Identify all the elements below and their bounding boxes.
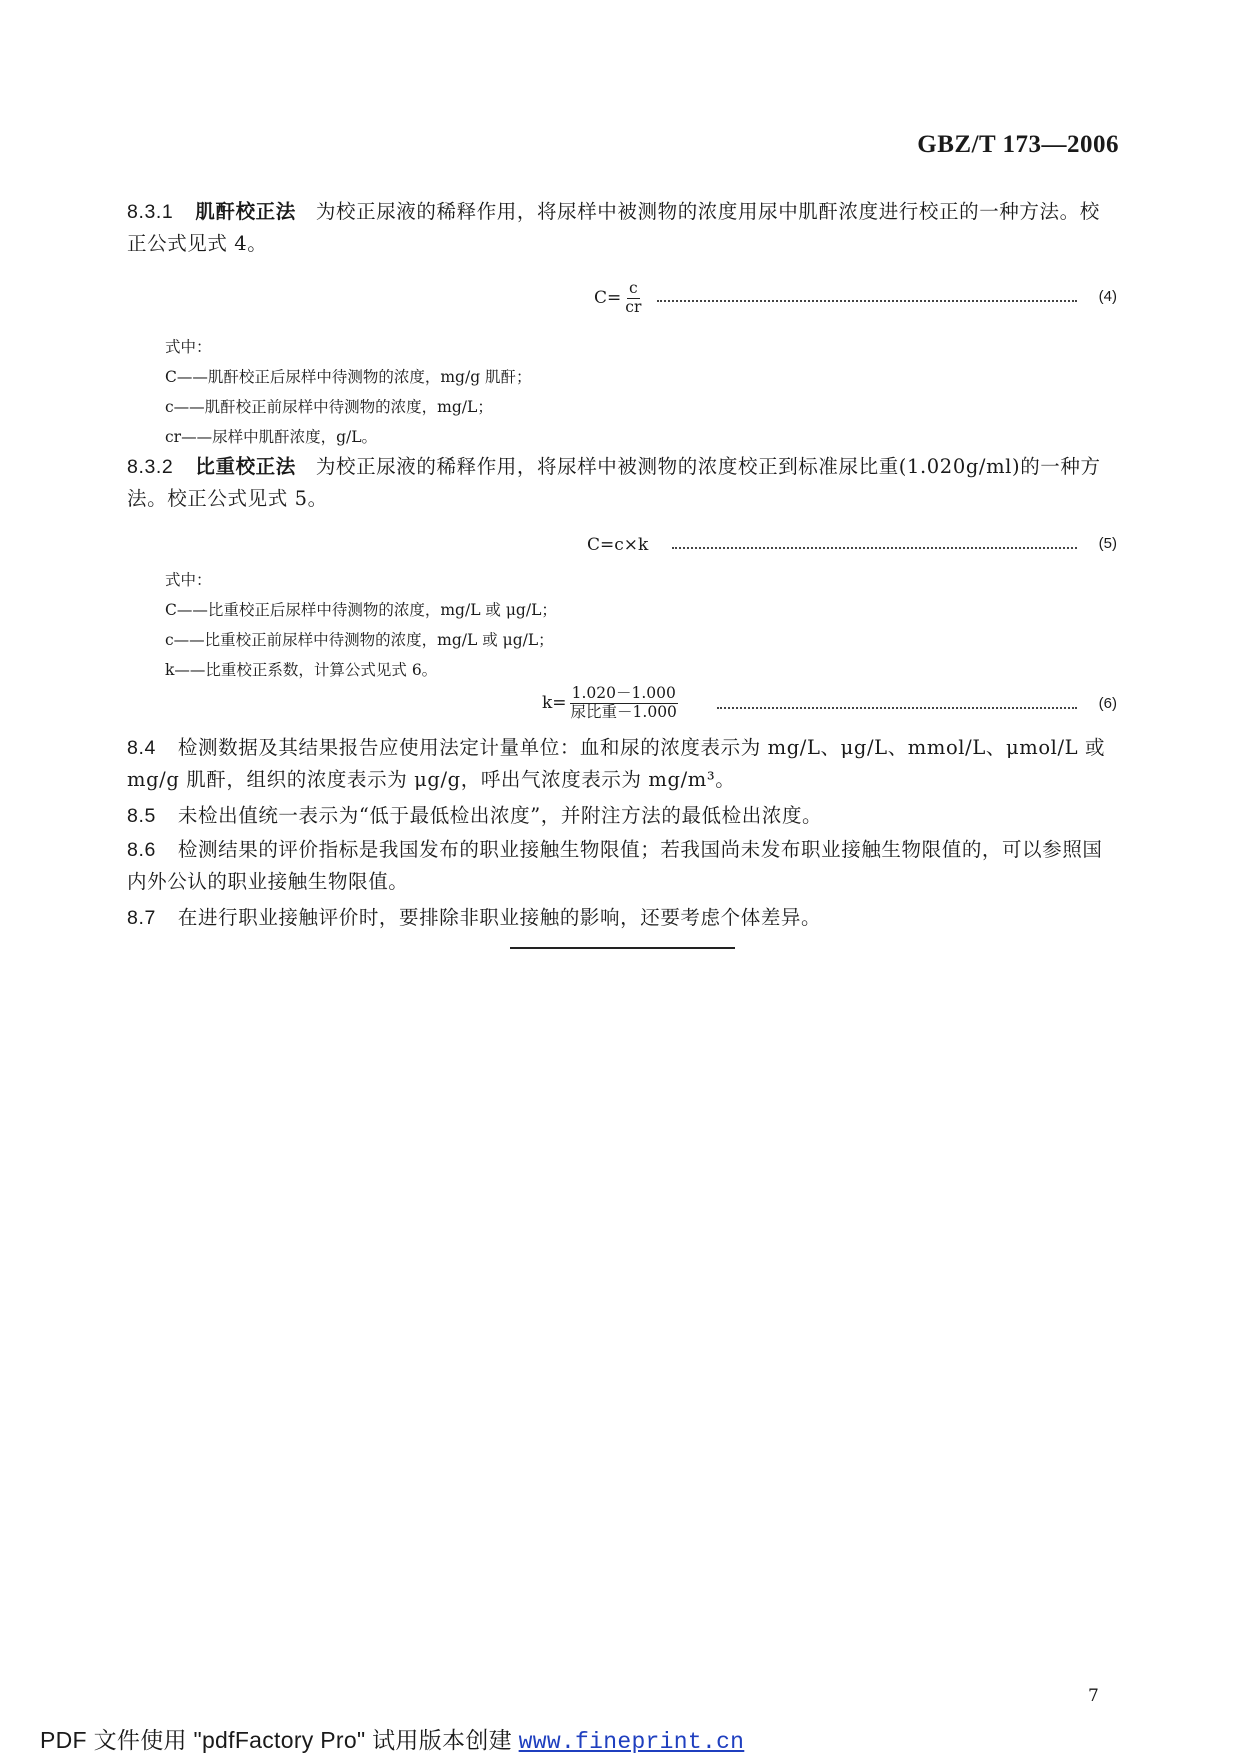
where-block-1	[165, 332, 1065, 452]
clause-8-4	[127, 732, 1117, 796]
clause-number: 8.3.1	[127, 201, 174, 223]
clause-text: 为校正尿液的稀释作用，将尿样中被测物的浓度用尿中肌酐浓度进行校正的一种方法。校正公式见式 4。	[127, 200, 1100, 255]
equation-4-number: (4)	[1098, 288, 1117, 305]
end-rule	[510, 947, 735, 949]
equation-4	[127, 280, 1117, 320]
equation-5-number: (5)	[1098, 535, 1117, 552]
equation-6-lhs: k=	[542, 693, 567, 714]
footer-link[interactable]: www.fineprint.cn	[518, 1729, 745, 1755]
equation-6-number: (6)	[1098, 695, 1117, 712]
clause-text: 未检出值统一表示为“低于最低检出浓度”，并附注方法的最低检出浓度。	[177, 804, 823, 827]
standard-code: GBZ/T 173—2006	[917, 131, 1119, 158]
where-item: c——肌酐校正前尿样中待测物的浓度，mg/L；	[165, 398, 493, 416]
clause-text: 检测数据及其结果报告应使用法定计量单位：血和尿的浓度表示为 mg/L、μg/L、mmol/L、μmol/L 或 mg/g 肌酐，组织的浓度表示为 μg/g，呼出气浓度表示为 mg/m³。	[127, 736, 1106, 791]
where-item: C——肌酐校正后尿样中待测物的浓度，mg/g 肌酐；	[165, 368, 532, 386]
equation-4-leader	[657, 300, 1077, 302]
clause-text: 在进行职业接触评价时，要排除非职业接触的影响，还要考虑个体差异。	[177, 906, 822, 929]
clause-term: 肌酐校正法	[195, 200, 296, 223]
page-number: 7	[1088, 1686, 1099, 1706]
equation-5-formula: C=c×k	[587, 535, 649, 555]
equation-4-formula	[594, 280, 643, 317]
clause-8-6	[127, 834, 1117, 898]
equation-6	[127, 685, 1117, 731]
clause-8-3-1	[127, 196, 1117, 260]
clause-number: 8.4	[127, 737, 156, 759]
where-item: cr——尿样中肌酐浓度，g/L。	[165, 428, 378, 446]
clause-8-5	[127, 800, 1117, 832]
equation-5-leader	[672, 547, 1077, 549]
clause-number: 8.5	[127, 805, 156, 827]
where-title: 式中：	[165, 571, 212, 589]
footer-watermark	[40, 1722, 744, 1755]
clause-term: 比重校正法	[195, 455, 296, 478]
where-item: c——比重校正前尿样中待测物的浓度，mg/L 或 μg/L；	[165, 631, 554, 649]
equation-6-numerator: 1.020－1.000	[571, 684, 676, 702]
clause-8-3-2	[127, 451, 1117, 515]
equation-4-lhs: C=	[594, 288, 622, 309]
footer-text: PDF 文件使用 "pdfFactory Pro" 试用版本创建	[40, 1727, 519, 1753]
equation-6-denominator: 尿比重－1.000	[570, 702, 677, 721]
equation-4-numerator: c	[628, 279, 638, 297]
clause-number: 8.3.2	[127, 456, 174, 478]
clause-8-7	[127, 902, 1117, 934]
equation-4-denominator: cr	[625, 297, 642, 316]
where-item: k——比重校正系数，计算公式见式 6。	[165, 661, 438, 679]
where-item: C——比重校正后尿样中待测物的浓度，mg/L 或 μg/L；	[165, 601, 557, 619]
equation-6-formula	[542, 685, 679, 722]
equation-6-leader	[717, 707, 1077, 709]
clause-text: 为校正尿液的稀释作用，将尿样中被测物的浓度校正到标准尿比重(1.020g/ml)的一种方法。校正公式见式 5。	[127, 455, 1101, 510]
clause-number: 8.7	[127, 907, 156, 929]
where-block-2	[165, 565, 1065, 685]
equation-6-fraction	[569, 685, 679, 722]
clause-text: 检测结果的评价指标是我国发布的职业接触生物限值；若我国尚未发布职业接触生物限值的，可以参照国内外公认的职业接触生物限值。	[127, 838, 1103, 893]
equation-5	[127, 527, 1117, 567]
where-title: 式中：	[165, 338, 212, 356]
equation-4-fraction	[623, 280, 643, 317]
clause-number: 8.6	[127, 839, 156, 861]
